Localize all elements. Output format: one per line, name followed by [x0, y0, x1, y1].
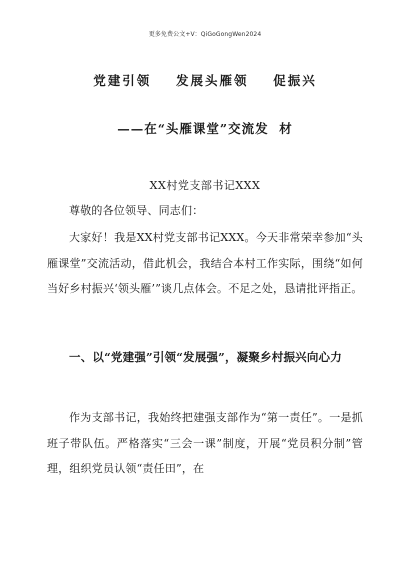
author-line: XX村党支部书记XXX: [149, 179, 261, 192]
section-heading-1: 一、以“党建强”引领“发展强”，凝聚乡村振兴向心力: [69, 350, 342, 364]
document-title: 党建引领 发展头雁领 促振兴: [93, 73, 317, 88]
document-subtitle: ——在“头雁课堂”交流发 材: [117, 121, 293, 136]
header-note: 更多免费公文+V：QiGoGongWen2024: [148, 31, 262, 38]
section-body-1: 作为支部书记，我始终把建强支部作为“第一责任”。一是抓班子带队伍。严格落实“三会一课”制度，开展“党员积分制”管理，组织党员认领“责任田”，在: [47, 411, 363, 476]
greeting-paragraph: 尊敬的各位领导、同志们：: [69, 204, 204, 217]
intro-paragraph: 大家好！我是XX村党支部书记XXX。今天非常荣幸参加“头雁课堂”交流活动，借此机会，我结合本村工作实际，围绕“如何当好乡村振兴‘领头雁’”谈几点体会。不足之处，恳请批评指正。: [47, 231, 363, 296]
